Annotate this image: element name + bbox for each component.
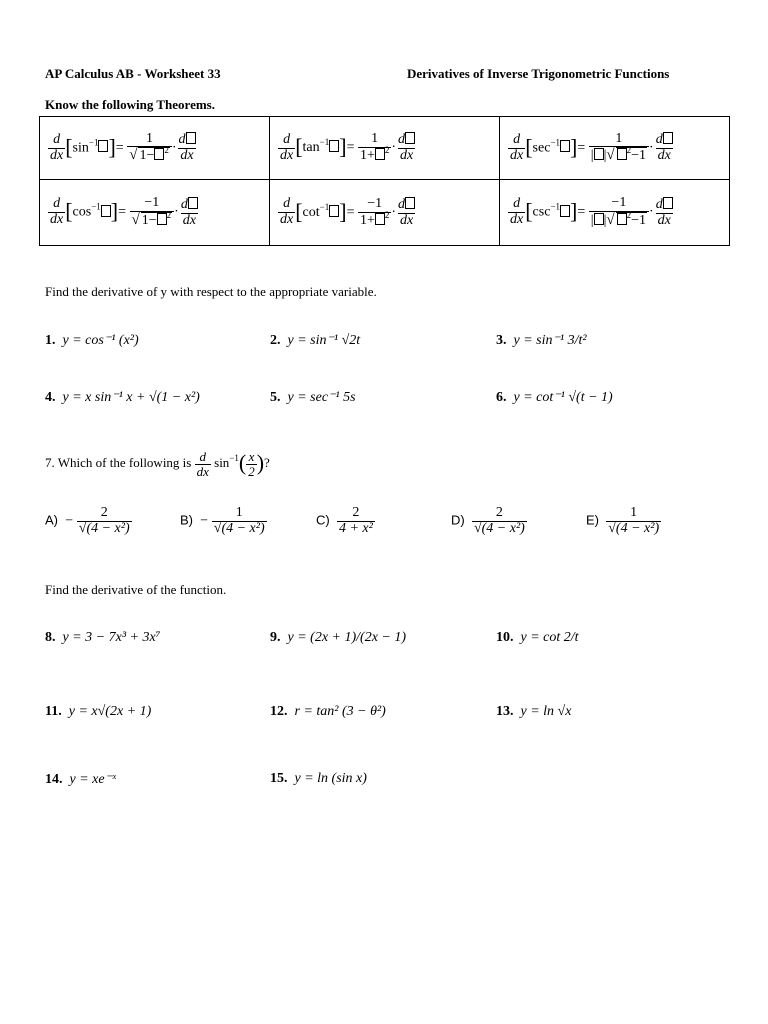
problem-11 bbox=[45, 704, 151, 720]
problem-number: 1. bbox=[45, 333, 56, 348]
problem-number: 3. bbox=[496, 333, 507, 348]
theorems-heading: Know the following Theorems. bbox=[45, 97, 215, 112]
question-7: 7. Which of the following is $\frac{d}{dx}$ $\sin^{-1}$( $\frac{x}{2}$ )? bbox=[45, 449, 270, 479]
theorem-numerator: 1 bbox=[146, 130, 154, 146]
problem-number: 8. bbox=[45, 630, 56, 645]
problem-number: 13. bbox=[496, 704, 514, 719]
question-number: 7. bbox=[45, 455, 55, 471]
problem-number: 11. bbox=[45, 704, 62, 719]
choice-denominator: √(4 − x²) bbox=[473, 520, 525, 536]
problem-2 bbox=[270, 332, 360, 349]
theorem-func: sin bbox=[72, 140, 89, 156]
problem-expression: y = xe⁻ˣ bbox=[69, 772, 116, 787]
theorem-arccot: $\frac{d}{dx}$ [$\cot^{-1}$ ]= $\frac{-1}{1+ ^2}$ · $\frac{d}{dx}$ bbox=[270, 180, 500, 246]
choice-numerator: 1 bbox=[235, 505, 243, 520]
choice-label: C) bbox=[316, 512, 330, 528]
choice-denominator: √(4 − x²) bbox=[608, 520, 660, 536]
worksheet-title: AP Calculus AB - Worksheet 33 bbox=[45, 66, 221, 81]
problem-expression: y = x sin⁻¹ x + √(1 − x²) bbox=[62, 390, 200, 405]
theorem-numerator: 1 bbox=[615, 130, 623, 146]
problem-14 bbox=[45, 771, 116, 788]
problem-1 bbox=[45, 332, 139, 349]
choice-c[interactable] bbox=[316, 506, 375, 536]
theorem-arccos: $\frac{d}{dx}$ [$\cos^{-1}$ ]= $\frac{-1}{√ 1- ^2}$ · $\frac{d}{dx}$ bbox=[40, 180, 270, 246]
theorem-numerator: −1 bbox=[367, 195, 383, 211]
choice-denominator: √(4 − x²) bbox=[78, 520, 130, 536]
theorem-func: tan bbox=[302, 140, 320, 156]
problem-9 bbox=[270, 630, 406, 646]
theorem-arccsc: $\frac{d}{dx}$ [$\csc^{-1}$ ]= $\frac{-1}{| |√ ^2-1}$ · $\frac{d}{dx}$ bbox=[500, 180, 730, 246]
problem-6 bbox=[496, 389, 613, 406]
problem-expression: y = cot⁻¹ √(t − 1) bbox=[513, 390, 613, 405]
choice-denominator: √(4 − x²) bbox=[213, 520, 265, 536]
choice-denominator: 4 + x² bbox=[338, 520, 373, 536]
problem-5 bbox=[270, 389, 356, 406]
problem-expression: y = (2x + 1)/(2x − 1) bbox=[287, 630, 407, 645]
choice-label: D) bbox=[451, 512, 465, 528]
problem-number: 5. bbox=[270, 390, 281, 405]
problem-4 bbox=[45, 389, 200, 406]
problem-3 bbox=[496, 332, 587, 349]
problem-12 bbox=[270, 704, 386, 720]
theorem-numerator: −1 bbox=[144, 195, 160, 211]
choice-numerator: 1 bbox=[630, 505, 638, 520]
problem-expression: y = ln √x bbox=[520, 704, 572, 719]
choice-b[interactable] bbox=[180, 506, 267, 536]
problem-expression: y = sin⁻¹ √2t bbox=[287, 333, 361, 348]
problem-number: 6. bbox=[496, 390, 507, 405]
theorem-numerator: −1 bbox=[611, 195, 627, 211]
theorem-func: csc bbox=[532, 204, 551, 220]
worksheet-topic: Derivatives of Inverse Trigonometric Functions bbox=[407, 66, 670, 81]
section1-instruction: Find the derivative of y with respect to the appropriate variable. bbox=[45, 284, 377, 299]
choice-numerator: 2 bbox=[100, 505, 108, 520]
choice-label: E) bbox=[586, 512, 599, 528]
problem-10 bbox=[496, 630, 579, 646]
problem-number: 2. bbox=[270, 333, 281, 348]
problem-expression: y = cot 2/t bbox=[520, 630, 579, 645]
theorem-arcsin: $\frac{d}{dx}$ [$\sin^{-1}$ ]= $\frac{1}{√ 1- ^2}$ · $\frac{d}{dx}$ bbox=[40, 117, 270, 180]
choice-numerator: 2 bbox=[352, 505, 360, 520]
choice-a[interactable] bbox=[45, 506, 132, 536]
question-prompt: Which of the following is bbox=[57, 455, 192, 471]
choice-label: A) bbox=[45, 512, 58, 528]
theorem-arcsec: $\frac{d}{dx}$ [$\sec^{-1}$ ]= $\frac{1}{| |√ ^2-1}$ · $\frac{d}{dx}$ bbox=[500, 117, 730, 180]
problem-number: 10. bbox=[496, 630, 514, 645]
problem-number: 4. bbox=[45, 390, 56, 405]
choice-numerator: 2 bbox=[495, 505, 503, 520]
problem-expression: y = sin⁻¹ 3/t² bbox=[513, 333, 587, 348]
choice-sign: − bbox=[65, 513, 74, 529]
theorem-arctan: $\frac{d}{dx}$ [$\tan^{-1}$ ]= $\frac{1}{1+ ^2}$ · $\frac{d}{dx}$ bbox=[270, 117, 500, 180]
theorem-table bbox=[39, 116, 730, 246]
section2-instruction: Find the derivative of the function. bbox=[45, 582, 227, 597]
problem-expression: y = x√(2x + 1) bbox=[68, 704, 152, 719]
theorem-func: sec bbox=[532, 140, 551, 156]
problem-number: 15. bbox=[270, 771, 288, 786]
theorem-func: cos bbox=[72, 204, 92, 220]
problem-15 bbox=[270, 771, 367, 787]
problem-expression: y = cos⁻¹ (x²) bbox=[62, 333, 139, 348]
problem-number: 14. bbox=[45, 772, 63, 787]
choice-d[interactable] bbox=[451, 506, 527, 536]
problem-expression: y = ln (sin x) bbox=[294, 771, 367, 786]
problem-number: 9. bbox=[270, 630, 281, 645]
problem-number: 12. bbox=[270, 704, 288, 719]
theorem-func: cot bbox=[302, 204, 320, 220]
problem-13 bbox=[496, 704, 571, 720]
problem-expression: y = sec⁻¹ 5s bbox=[287, 390, 356, 405]
problem-8 bbox=[45, 630, 161, 646]
problem-expression: y = 3 − 7x³ + 3x⁷ bbox=[62, 630, 161, 645]
problem-expression: r = tan² (3 − θ²) bbox=[294, 704, 386, 719]
choice-label: B) bbox=[180, 512, 193, 528]
choice-e[interactable] bbox=[586, 506, 661, 536]
choice-sign: − bbox=[200, 513, 209, 529]
theorem-numerator: 1 bbox=[371, 131, 379, 147]
